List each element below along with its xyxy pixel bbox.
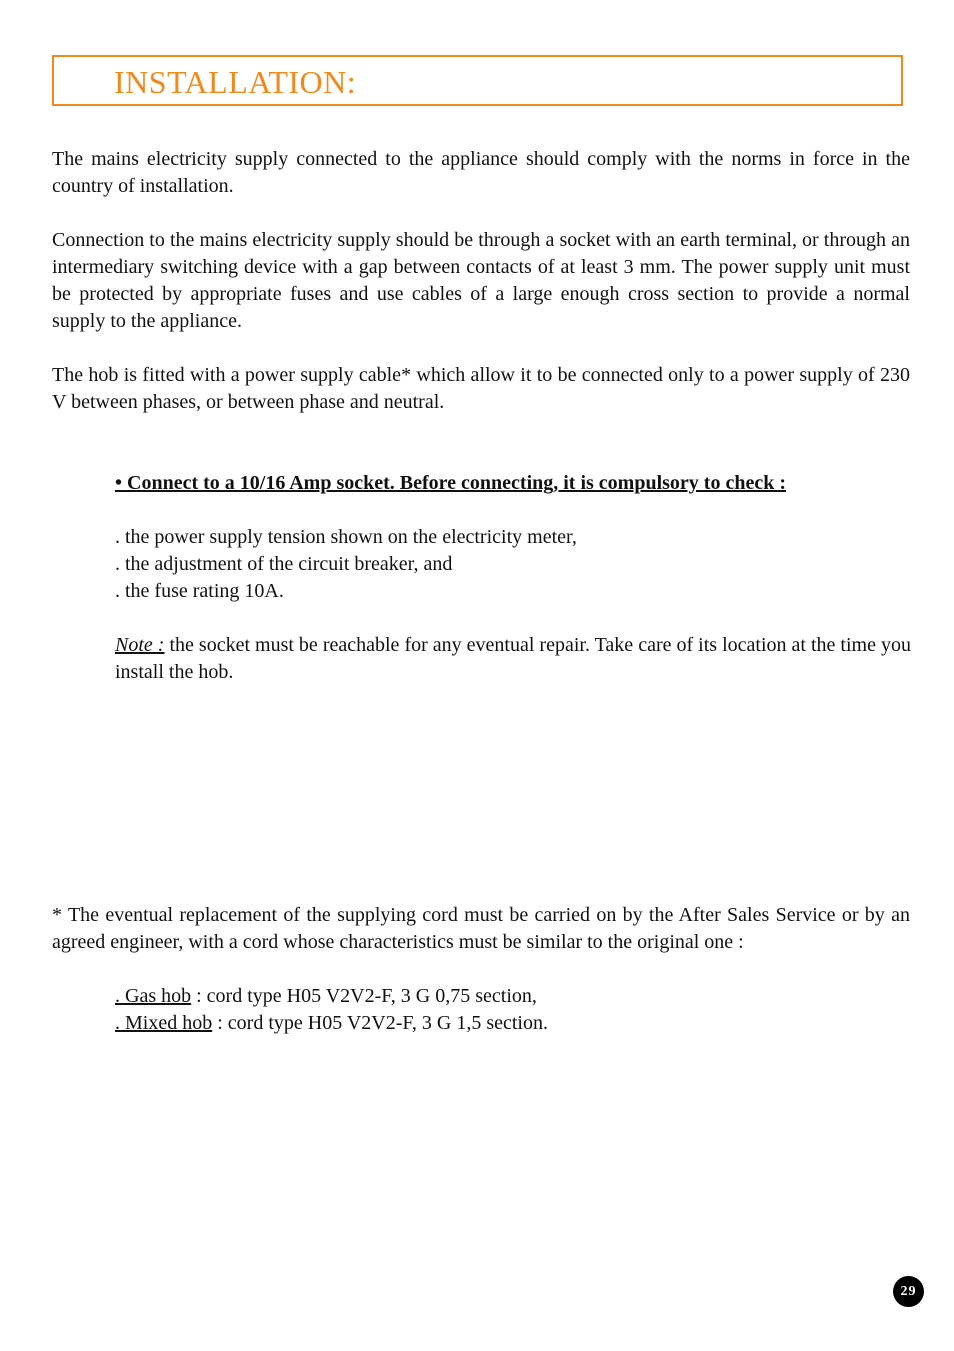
footnote-item-text: : cord type H05 V2V2-F, 3 G 0,75 section, bbox=[191, 985, 537, 1007]
check-item: . the power supply tension shown on the electricity meter, bbox=[115, 526, 577, 548]
footnote-item-mixed bbox=[115, 1010, 548, 1037]
paragraph-norms: The mains electricity supply connected to the appliance should comply with the norms in force in the country of installation. bbox=[52, 148, 910, 197]
paragraph-connection: Connection to the mains electricity supply should be through a socket with an earth terminal, or through an intermediary switching device with a gap between contacts of at least 3 mm. The power supply unit must be protected by appropriate fuses and use cables of a large enough cross section to provide a normal supply to the appliance. bbox=[52, 229, 910, 332]
note-label: Note : bbox=[115, 634, 165, 656]
check-item: . the adjustment of the circuit breaker, and bbox=[115, 553, 453, 575]
footnote-item-label: . Gas hob bbox=[115, 985, 192, 1007]
footnote-item-text: : cord type H05 V2V2-F, 3 G 1,5 section. bbox=[212, 1012, 548, 1034]
footnote-item-label: . Mixed hob bbox=[115, 1012, 213, 1034]
note-paragraph bbox=[115, 632, 911, 686]
page-number-badge: 29 bbox=[893, 1276, 924, 1307]
footnote-item-gas bbox=[115, 983, 537, 1010]
warning-heading: • Connect to a 10/16 Amp socket. Before connecting, it is compulsory to check : bbox=[115, 472, 787, 494]
check-item: . the fuse rating 10A. bbox=[115, 580, 284, 602]
footnote-text: * The eventual replacement of the supplying cord must be carried on by the After Sales Service or by an agreed engineer, with a cord whose characteristics must be similar to the original one : bbox=[52, 904, 910, 953]
page-title: INSTALLATION: bbox=[114, 64, 357, 100]
note-text: the socket must be reachable for any eventual repair. Take care of its location at the time you install the hob. bbox=[115, 634, 911, 683]
title-box bbox=[52, 55, 903, 106]
paragraph-power-cable: The hob is fitted with a power supply cable* which allow it to be connected only to a power supply of 230 V between phases, or between phase and neutral. bbox=[52, 364, 910, 413]
